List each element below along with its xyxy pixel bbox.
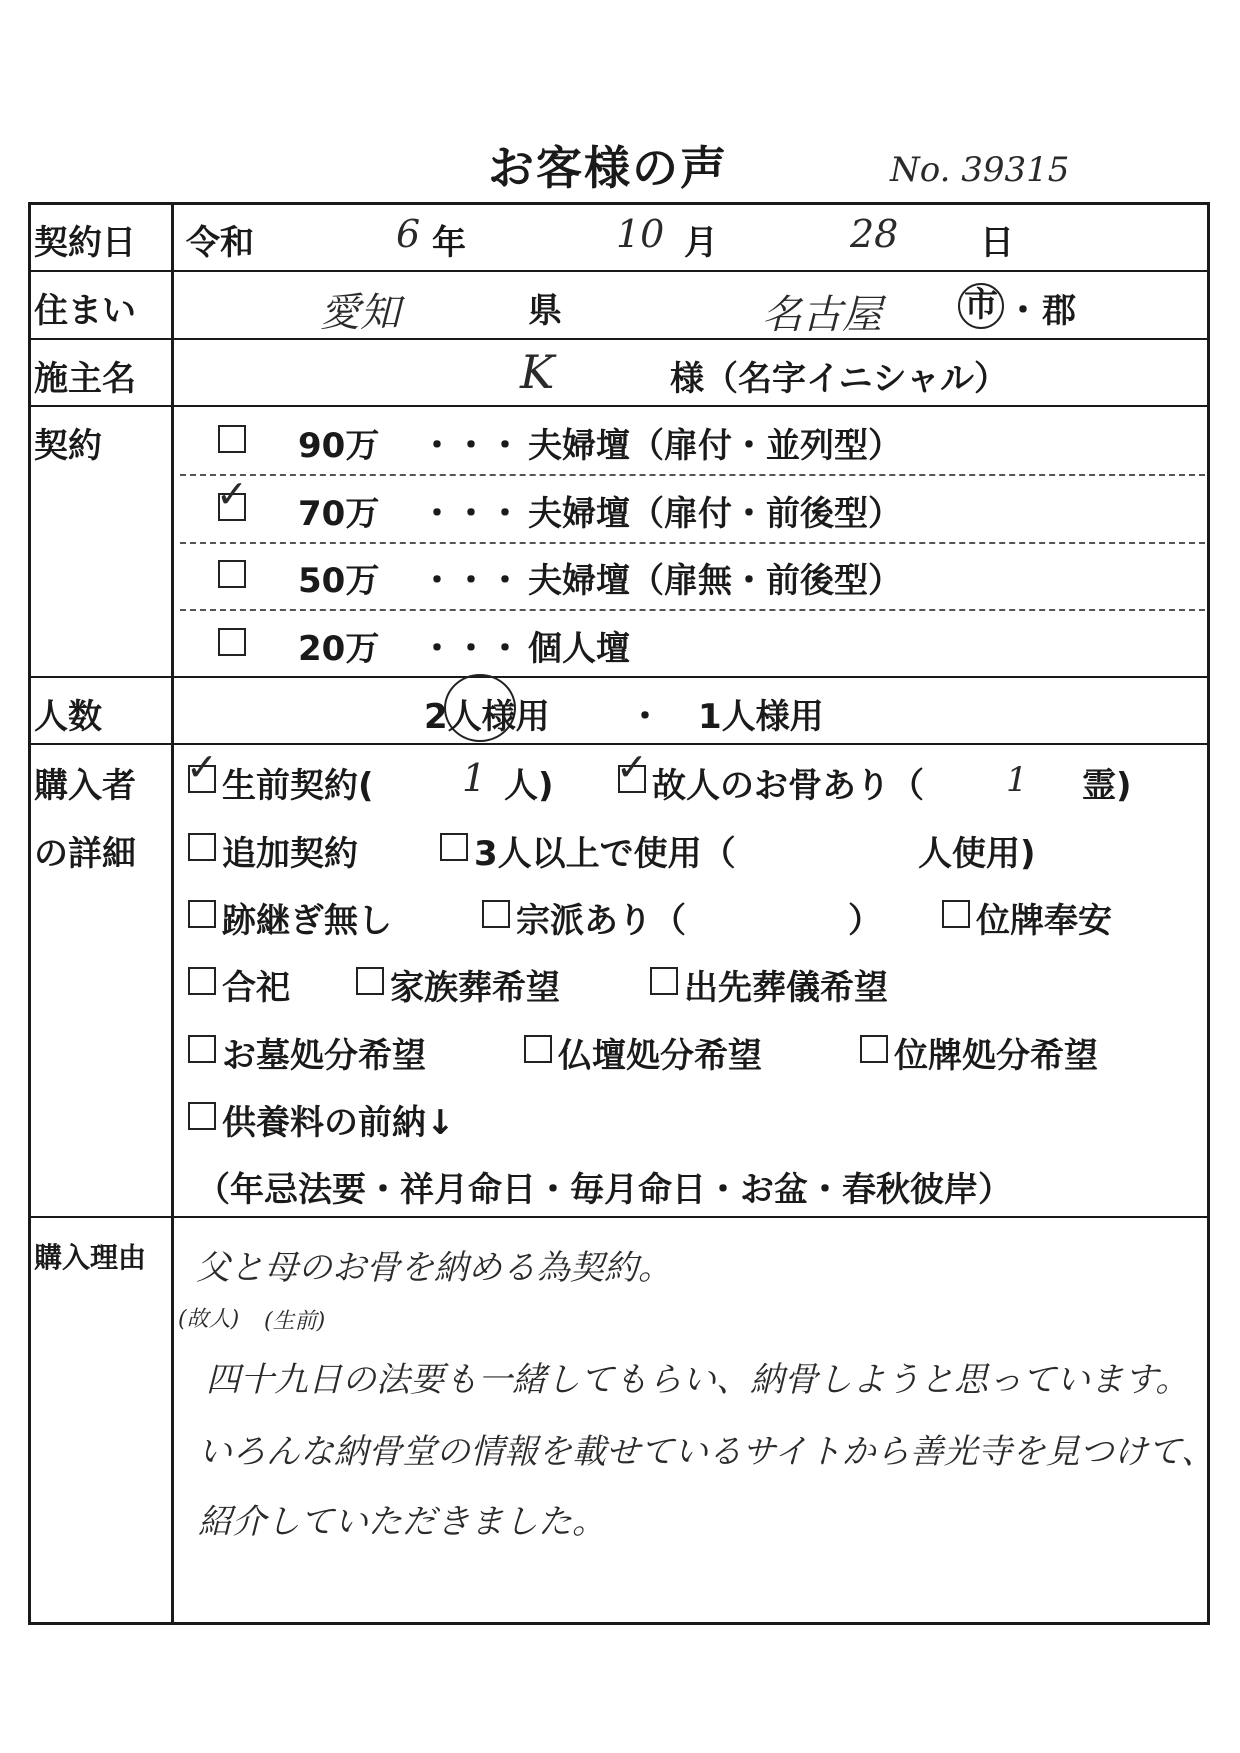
era: 令和 — [186, 223, 254, 263]
month-value: 10 — [616, 212, 665, 256]
row-divider — [28, 676, 1210, 678]
contract-label: 契約 — [34, 426, 102, 466]
year-value: 6 — [396, 212, 421, 256]
reason-line-4: 紹介していただきました。 — [198, 1502, 606, 1542]
checkbox-add-contract[interactable] — [188, 833, 216, 861]
checkbox-three-plus[interactable] — [440, 833, 468, 861]
family-funeral-label: 家族葬希望 — [390, 968, 560, 1008]
price-90man: 90万 — [298, 426, 380, 466]
dots: ・・・ — [420, 494, 522, 534]
checkbox-goushi[interactable] — [188, 967, 216, 995]
reason-line-1: 父と母のお骨を納める為契約。 — [196, 1248, 672, 1288]
owner-label: 施主名 — [34, 359, 136, 399]
dots: ・・・ — [420, 629, 522, 669]
reason-line-2: 四十九日の法要も一緒してもらい、納骨しようと思っています。 — [206, 1360, 1190, 1400]
butsudan-disposal-label: 仏壇処分希望 — [558, 1036, 762, 1076]
desc-50man: 夫婦壇（扉無・前後型） — [528, 561, 902, 601]
reason-line-3: いろんな納骨堂の情報を載せているサイトから善光寺を見つけて、 — [198, 1432, 1215, 1472]
reason-note-mother: (生前) — [264, 1309, 326, 1334]
option-divider — [180, 542, 1205, 544]
people-option-1[interactable]: 1人様用 — [698, 697, 824, 737]
residence-separator: ・ — [1006, 291, 1040, 331]
reason-note-father: (故人) — [178, 1307, 240, 1332]
goushi-label: 合祀 — [222, 968, 290, 1008]
owner-initial: K — [520, 345, 555, 399]
city-unit-circled: 市 — [958, 283, 1004, 329]
check-mark-icon: ✓ — [216, 472, 248, 516]
day-unit: 日 — [980, 223, 1014, 263]
sect-end: ） — [848, 901, 882, 941]
district-unit: 郡 — [1042, 291, 1076, 331]
price-50man: 50万 — [298, 561, 380, 601]
owner-suffix: 様（名字イニシャル） — [670, 359, 1008, 399]
checkbox-20man[interactable] — [218, 628, 246, 656]
checkbox-grave-disposal[interactable] — [188, 1035, 216, 1063]
pre-contract-count: 1 — [462, 756, 487, 800]
checkbox-prepay[interactable] — [188, 1102, 216, 1130]
option-divider — [180, 474, 1205, 476]
sect-label: 宗派あり（ — [516, 901, 686, 941]
deceased-label: 故人のお骨あり（ — [652, 766, 924, 806]
prepay-list: （年忌法要・祥月命日・毎月命日・お盆・春秋彼岸） — [196, 1170, 1012, 1210]
checkbox-50man[interactable] — [218, 560, 246, 588]
label-column-divider — [171, 202, 174, 1625]
checkbox-butsudan-disposal[interactable] — [524, 1035, 552, 1063]
deceased-count: 1 — [1006, 760, 1028, 800]
prefecture-value: 愛知 — [320, 290, 400, 336]
check-mark-icon: ✓ — [186, 745, 218, 789]
checkbox-outside-funeral[interactable] — [650, 967, 678, 995]
checkbox-family-funeral[interactable] — [356, 967, 384, 995]
pre-contract-end: 人) — [504, 766, 554, 806]
checkbox-sect[interactable] — [482, 900, 510, 928]
residence-label: 住まい — [34, 291, 136, 331]
day-value: 28 — [850, 212, 899, 256]
page-title: お客様の声 — [488, 141, 728, 195]
dots: ・・・ — [420, 426, 522, 466]
document-number: No. 39315 — [890, 150, 1070, 190]
people-separator: ・ — [628, 697, 662, 737]
add-contract-label: 追加契約 — [222, 834, 358, 874]
ihai-disposal-label: 位牌処分希望 — [894, 1036, 1098, 1076]
ihai-housan-label: 位牌奉安 — [976, 901, 1112, 941]
desc-90man: 夫婦壇（扉付・並列型） — [528, 426, 902, 466]
row-divider — [28, 270, 1210, 272]
city-value: 名古屋 — [762, 292, 882, 338]
check-mark-icon: ✓ — [616, 745, 648, 789]
row-divider — [28, 338, 1210, 340]
pre-contract-label: 生前契約( — [222, 766, 374, 806]
prepay-label: 供養料の前納↓ — [222, 1103, 455, 1143]
dots: ・・・ — [420, 561, 522, 601]
details-label-line2: の詳細 — [34, 834, 136, 874]
row-divider — [28, 1216, 1210, 1218]
three-plus-label: 3人以上で使用（ — [474, 834, 736, 874]
row-divider — [28, 405, 1210, 407]
people-label: 人数 — [34, 697, 102, 737]
checkbox-ihai-housan[interactable] — [942, 900, 970, 928]
no-successor-label: 跡継ぎ無し — [222, 901, 392, 941]
prefecture-unit: 県 — [528, 291, 562, 331]
desc-70man: 夫婦壇（扉付・前後型） — [528, 494, 902, 534]
checkbox-no-successor[interactable] — [188, 900, 216, 928]
checkbox-90man[interactable] — [218, 425, 246, 453]
reason-label: 購入理由 — [34, 1241, 147, 1274]
price-20man: 20万 — [298, 629, 380, 669]
outside-funeral-label: 出先葬儀希望 — [684, 968, 888, 1008]
people-option-2[interactable]: 2人様用 — [424, 697, 550, 737]
deceased-end: 霊) — [1082, 766, 1132, 806]
three-plus-end: 人使用) — [918, 834, 1036, 874]
price-70man: 70万 — [298, 494, 380, 534]
desc-20man: 個人壇 — [528, 629, 630, 669]
contract-date-label: 契約日 — [34, 223, 136, 263]
checkbox-ihai-disposal[interactable] — [860, 1035, 888, 1063]
option-divider — [180, 609, 1205, 611]
details-label-line1: 購入者 — [34, 766, 136, 806]
month-unit: 月 — [684, 223, 718, 263]
year-unit: 年 — [432, 223, 466, 263]
grave-disposal-label: お墓処分希望 — [222, 1036, 426, 1076]
